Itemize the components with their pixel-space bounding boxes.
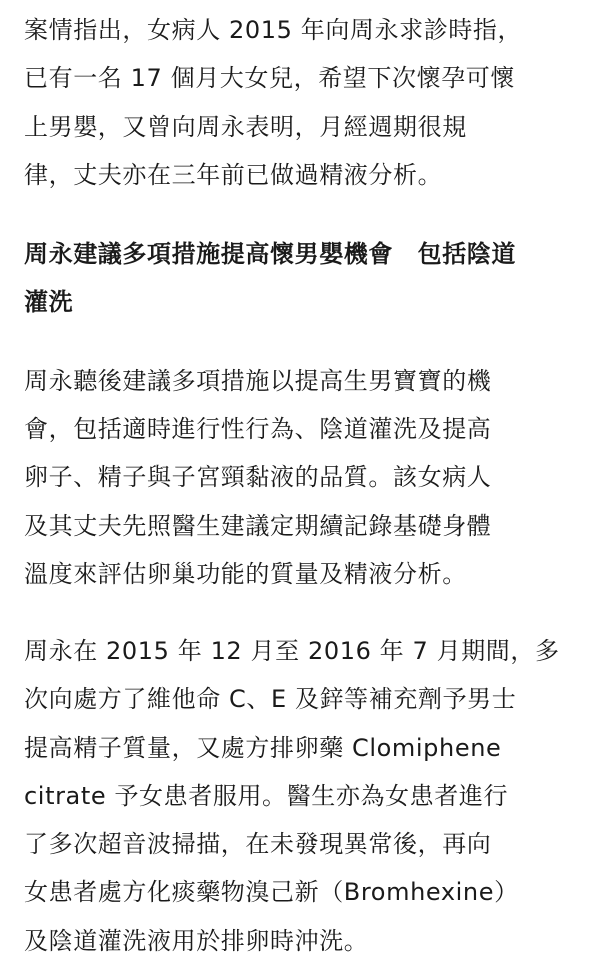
paragraph-line: citrate 予女患者服用。醫生亦為女患者進行	[24, 782, 509, 810]
paragraph-line: 女患者處方化痰藥物溴己新（Bromhexine）	[24, 878, 519, 906]
paragraph-line: 次向處方了維他命 C、E 及鋅等補充劑予男士	[24, 685, 517, 713]
paragraph-line: 溫度來評估卵巢功能的質量及精液分析。	[24, 560, 467, 588]
paragraph-line: 提高精子質量，又處方排卵藥 Clomiphene	[24, 734, 502, 762]
paragraph-line: 律，丈夫亦在三年前已做過精液分析。	[24, 161, 443, 189]
paragraph-line: 上男嬰，又曾向周永表明，月經週期很規	[24, 113, 467, 141]
paragraph-line: 案情指出，女病人 2015 年向周永求診時指，	[24, 16, 523, 44]
paragraph-line: 已有一名 17 個月大女兒，希望下次懷孕可懷	[24, 64, 515, 92]
paragraph-line: 了多次超音波掃描，在未發現異常後，再向	[24, 830, 492, 858]
paragraph-line: 卵子、精子與子宮頸黏液的品質。該女病人	[24, 463, 492, 491]
paragraph-line: 周永聽後建議多項措施以提高生男寶寶的機	[24, 367, 492, 395]
paragraph-line: 及陰道灌洗液用於排卵時沖洗。	[24, 927, 369, 955]
paragraph-line: 會，包括適時進行性行為、陰道灌洗及提高	[24, 415, 492, 443]
paragraph-line: 周永在 2015 年 12 月至 2016 年 7 月期間，多	[24, 637, 560, 665]
paragraph-line: 及其丈夫先照醫生建議定期續記錄基礎身體	[24, 512, 492, 540]
heading-line: 周永建議多項措施提高懷男嬰機會 包括陰道	[24, 240, 516, 268]
heading-line: 灌洗	[24, 288, 74, 316]
